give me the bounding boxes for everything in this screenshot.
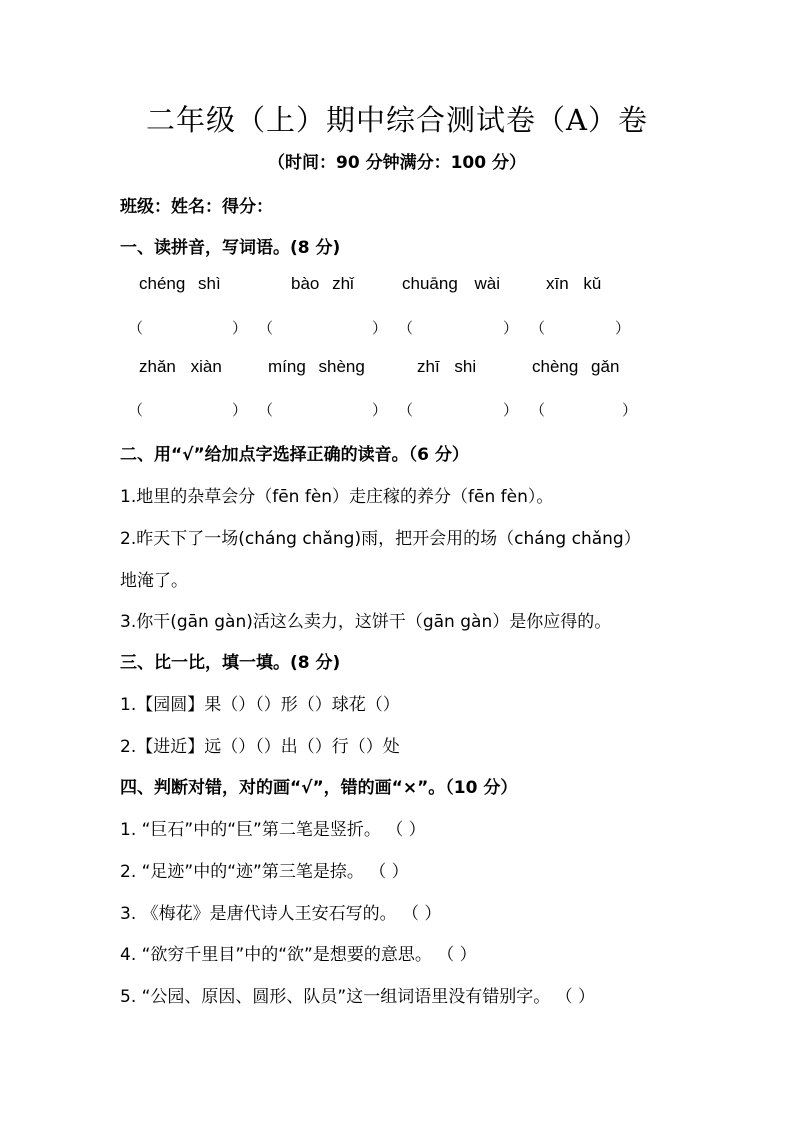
question-line: 2.【进近】远（）（）出（）行（）处: [120, 737, 400, 757]
section2-heading: 二、用“√”给加点字选择正确的读音。（6 分）: [120, 445, 469, 465]
question-line: 5. “公园、原因、圆形、队员”这一组词语里没有错别字。 （ ）: [120, 987, 596, 1007]
answer-blank-close: ）: [232, 319, 248, 337]
answer-blank-close: ）: [503, 401, 519, 419]
answer-blank-open: （: [258, 319, 274, 337]
answer-blank-close: ）: [615, 319, 631, 337]
question-line: 2. “足迹”中的“迹”第三笔是捺。 （ ）: [120, 862, 409, 882]
pinyin-item: bào zhǐ: [291, 274, 354, 293]
answer-blank-open: （: [398, 319, 414, 337]
pinyin-item: míng shèng: [268, 357, 365, 376]
student-info-line: 班级：姓名：得分：: [120, 197, 273, 217]
pinyin-item: chuāng wài: [402, 274, 501, 293]
section3-heading: 三、比一比，填一填。(8 分): [120, 653, 341, 673]
exam-subtitle: （时间：90 分钟满分：100 分）: [268, 153, 526, 173]
page-title: 二年级（上）期中综合测试卷（A）卷: [146, 103, 648, 137]
pinyin-item: zhǎn xiàn: [139, 357, 222, 376]
answer-blank-close: ）: [503, 319, 519, 337]
pinyin-item: chéng shì: [139, 274, 221, 293]
answer-blank-open: （: [398, 401, 414, 419]
answer-blank-open: （: [128, 401, 144, 419]
answer-blank-close: ）: [622, 401, 638, 419]
answer-blank-open: （: [530, 319, 546, 337]
question-line: 4. “欲穷千里目”中的“欲”是想要的意思。 （ ）: [120, 945, 477, 965]
question-line: 地淹了。: [120, 571, 188, 591]
question-line: 1.【园圆】果（）（）形（）球花（）: [120, 695, 400, 715]
answer-blank-close: ）: [232, 401, 248, 419]
section4-heading: 四、判断对错，对的画“√”，错的画“×”。（10 分）: [120, 778, 518, 798]
answer-blank-close: ）: [372, 401, 388, 419]
question-line: 2.昨天下了一场(cháng chǎng)雨，把开会用的场（cháng chǎng）: [120, 529, 641, 549]
pinyin-item: xīn kǔ: [546, 274, 602, 293]
answer-blank-open: （: [258, 401, 274, 419]
pinyin-item: chèng gǎn: [532, 357, 620, 376]
section1-heading: 一、读拼音，写词语。(8 分): [120, 238, 341, 258]
question-line: 3.你干(gān gàn)活这么卖力，这饼干（gān gàn）是你应得的。: [120, 612, 612, 632]
answer-blank-close: ）: [372, 319, 388, 337]
pinyin-item: zhī shi: [417, 357, 477, 376]
question-line: 1.地里的杂草会分（fēn fèn）走庄稼的养分（fēn fèn）。: [120, 487, 554, 507]
answer-blank-open: （: [128, 319, 144, 337]
answer-blank-open: （: [530, 401, 546, 419]
question-line: 1. “巨石”中的“巨”第二笔是竖折。 （ ）: [120, 820, 426, 840]
question-line: 3. 《梅花》是唐代诗人王安石写的。 （ ）: [120, 904, 442, 924]
